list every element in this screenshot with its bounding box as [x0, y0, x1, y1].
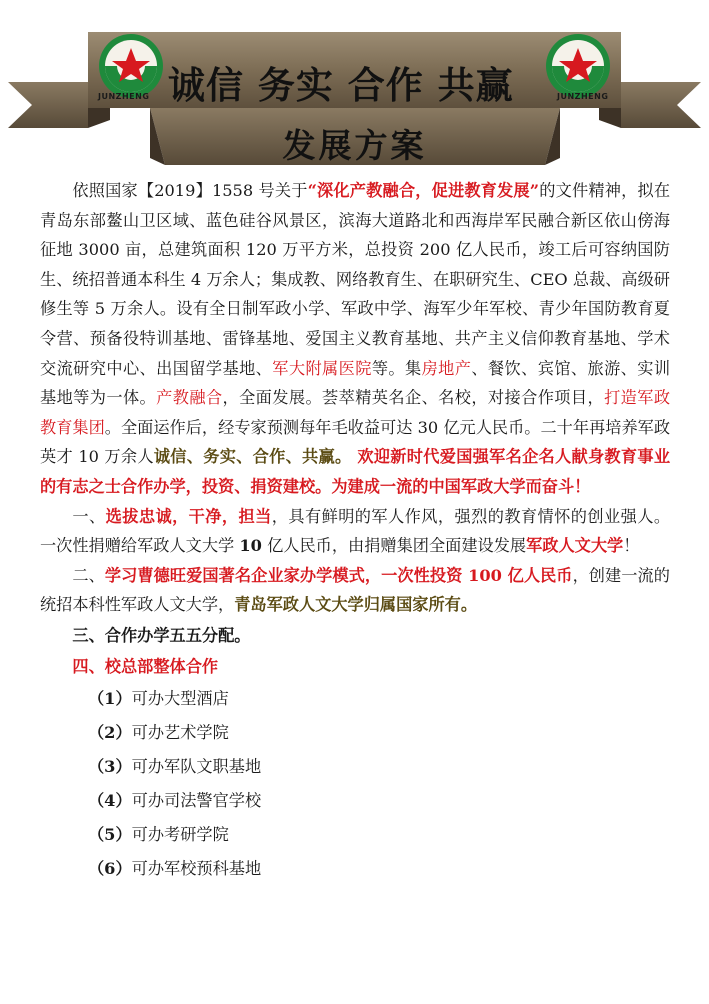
list-item	[40, 852, 670, 886]
text-span: 等。集	[371, 358, 422, 378]
section-three: 三、合作办学五五分配。	[72, 625, 251, 645]
text-span: 、餐饮、宾馆、旅游、实训基地等为一体。	[40, 358, 671, 408]
item-text: 可办考研学院	[131, 824, 229, 844]
slogan-text: 诚信、务实、合作、共赢。	[153, 447, 352, 467]
right-logo-label: JUNZHENG	[557, 92, 609, 101]
list-item	[40, 784, 670, 818]
highlight-quote: “深化产教融合，促进教育发展”	[307, 181, 540, 200]
text-span: 亿人民币，由捐赠集团全面建设发展	[261, 536, 527, 556]
text-span: 依照国家【2019】1558 号关于	[72, 181, 308, 200]
highlight-text: 军大附属医院	[272, 358, 372, 378]
item-text: 可办司法警官学校	[131, 790, 262, 810]
item-number: （6）	[88, 858, 132, 878]
text-span: ，创建一流的统招本科性军政人文大学，	[40, 565, 670, 615]
banner-slogan: 诚信 务实 合作 共赢	[168, 64, 514, 107]
item-number: （5）	[88, 824, 132, 844]
highlight-text: 产教融合	[156, 388, 223, 408]
header-banner	[0, 0, 709, 170]
text-span: 的文件精神，拟在青岛东部鳌山卫区域、蓝色硅谷风景区，滨海大道路北和西海岸军民融合新区依山傍海征地 3000 亩，总建筑面积 120 万平方米，总投资 200 亿人民币，竣工后可容纳国防生、统招普通本科生 4 万余人；集成教、网络教育生、在职研究生、CEO 总裁、高级研修生等 5 万余人。设有全日制军政小学、军政中学、海军少年军校、青少年国防教育夏令营、预备役特训基地、雷锋基地、爱国主义教育基地、共产主义信仰教育基地、学术交流研究中心、出国留学基地、	[40, 181, 671, 378]
item-text: 可办军队文职基地	[131, 756, 262, 776]
page-title: 发展方案	[282, 126, 427, 165]
list-item	[40, 818, 670, 852]
text-span: 二、	[72, 565, 105, 585]
text-span: 一、	[72, 506, 106, 526]
paragraph-one	[40, 502, 670, 561]
item-text: 可办艺术学院	[131, 722, 229, 742]
document-body	[40, 176, 670, 886]
highlight-text: 房地产	[421, 358, 472, 378]
list-item	[40, 750, 670, 784]
item-text: 可办军校预科基地	[131, 858, 262, 878]
highlight-text: 选拔忠诚，干净，担当	[105, 506, 272, 526]
item-number: （2）	[88, 722, 132, 742]
left-logo	[99, 34, 163, 98]
highlight-text: 学习曹德旺爱国著名企业家办学模式，一次性投资 100 亿人民币	[104, 565, 573, 585]
item-text: 可办大型酒店	[131, 688, 229, 708]
bold-number: 10	[239, 536, 262, 556]
slogan-text: 青岛军政人文大学归属国家所有。	[234, 595, 478, 615]
cooperation-list	[40, 682, 670, 886]
list-item	[40, 682, 670, 716]
highlight-text: 军政人文大学	[526, 536, 624, 556]
text-span: ！	[623, 536, 640, 556]
intro-paragraph	[40, 176, 670, 502]
item-number: （1）	[88, 688, 132, 708]
section-four: 四、校总部整体合作	[72, 656, 219, 676]
item-number: （3）	[88, 756, 132, 776]
left-logo-label: JUNZHENG	[98, 92, 150, 101]
item-number: （4）	[88, 790, 132, 810]
list-item	[40, 716, 670, 750]
text-span: ，具有鲜明的军人作风，强烈的教育情怀的创业强人。一次性捐赠给军政人文大学	[40, 506, 671, 556]
highlight-text: 打造军政教育集团	[40, 388, 671, 437]
text-span: ，全面发展。荟萃精英名企、名校，对接合作项目，	[222, 388, 605, 408]
highlight-text: 欢迎新时代爱国强军名企名人献身教育事业的有志之士合作办学，投资、捐资建校。为建成一流的中国军政大学而奋斗！	[40, 447, 671, 496]
text-span: 。全面运作后，经专家预测每年毛收益可达 30 亿元人民币。二十年再培养军政英才 10 万余人	[40, 417, 671, 467]
paragraph-two	[40, 561, 670, 620]
right-logo	[546, 34, 610, 98]
